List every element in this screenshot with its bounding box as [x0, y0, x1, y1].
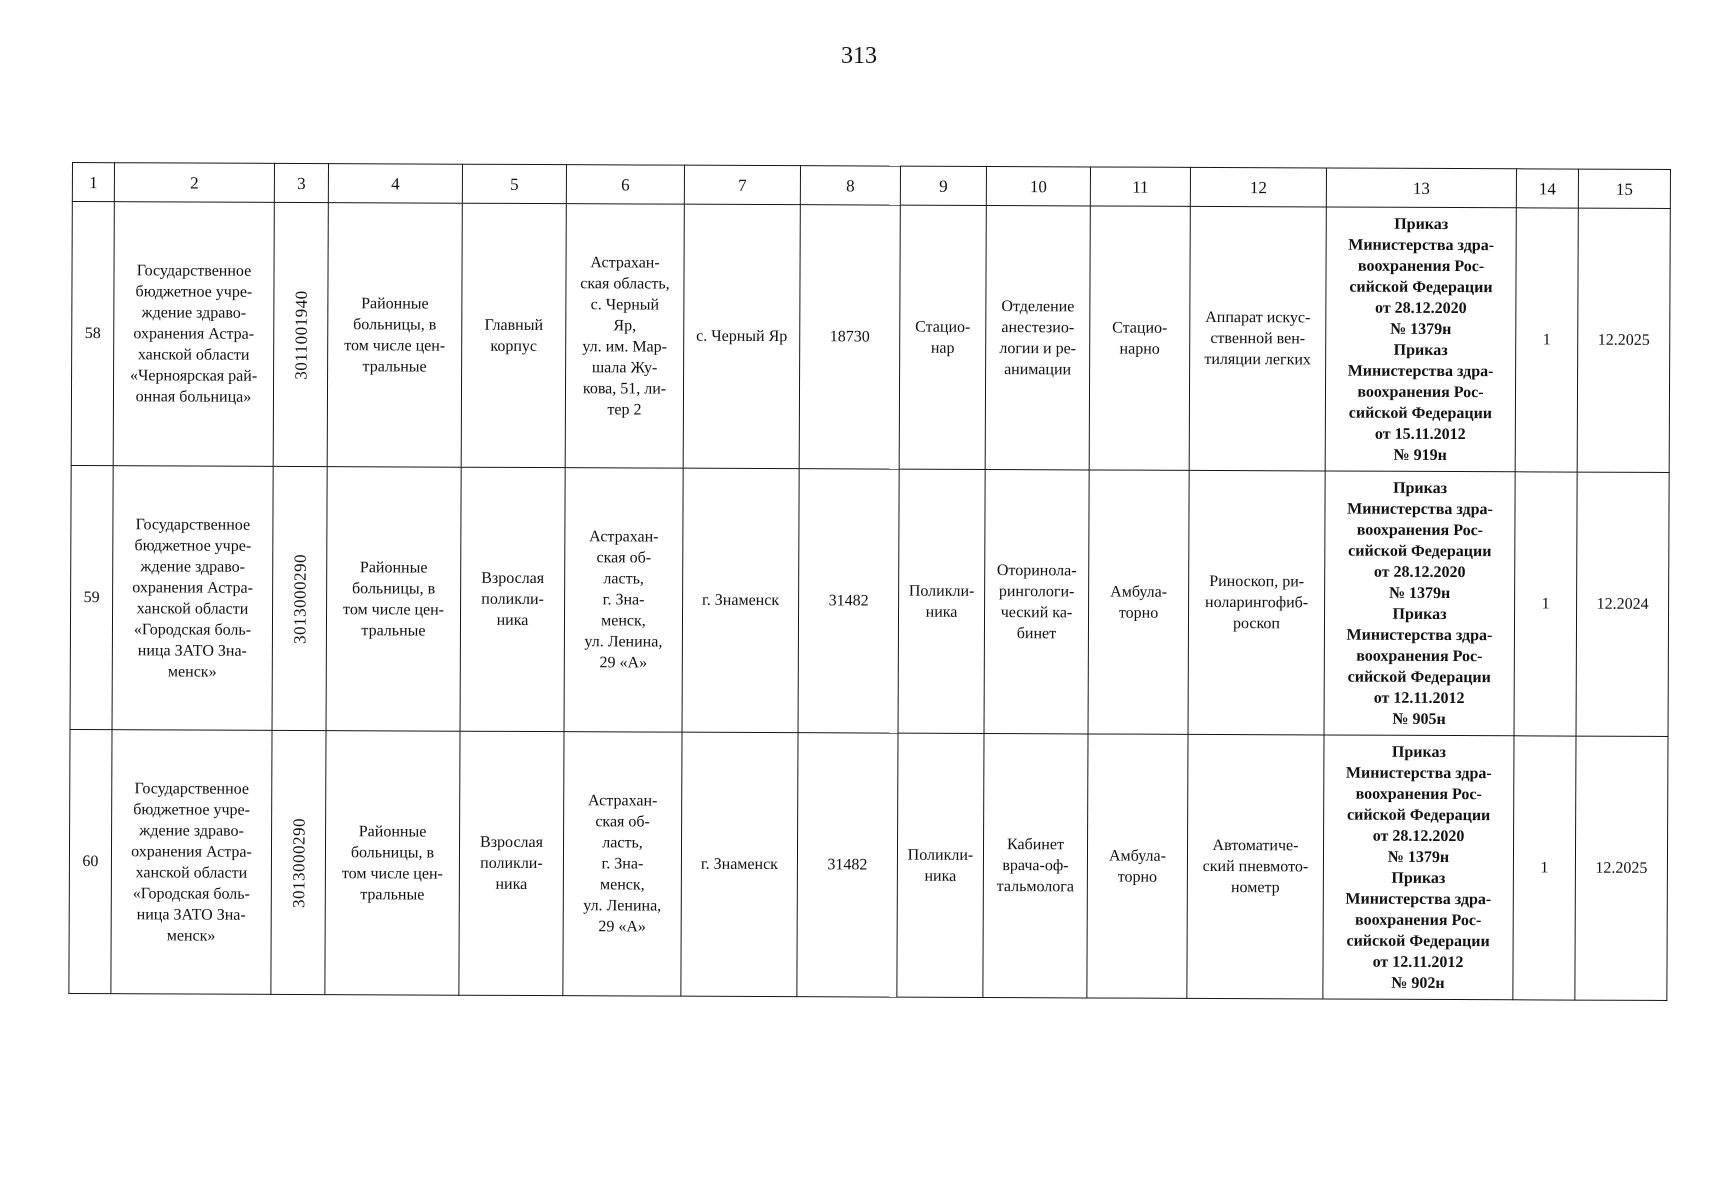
date-cell: 12.2025 [1577, 208, 1670, 472]
department-cell: Кабинет врача-оф- тальмолога [983, 733, 1088, 997]
quantity-cell: 1 [1513, 736, 1576, 1000]
address-cell: Астрахан- ская область, с. Черный Яр, ул. им. Мар- шала Жу- кова, 51, ли- тер 2 [565, 204, 684, 469]
inn-cell [272, 466, 327, 730]
quantity-cell: 1 [1514, 472, 1577, 736]
locality-cell: г. Знаменск [681, 732, 798, 997]
institution-type-cell: Районные больницы, в том числе цен- тральные [325, 731, 460, 996]
date-cell: 12.2024 [1576, 472, 1669, 736]
building-cell: Взрослая поликли- ника [459, 731, 564, 995]
column-header-11: 11 [1090, 167, 1190, 206]
column-header-7: 7 [684, 165, 800, 205]
column-header-5: 5 [462, 164, 566, 203]
column-header-12: 12 [1190, 167, 1326, 207]
institution-type-cell: Районные больницы, в том числе цен- тральные [327, 203, 462, 468]
column-header-2: 2 [114, 163, 274, 203]
organization-cell: Государственное бюджетное учре- ждение здраво- охранения Астра- ханской области «Городская боль- ница ЗАТО Зна- менск» [112, 466, 273, 731]
locality-cell: с. Черный Яр [683, 204, 800, 469]
code-cell: 31482 [798, 469, 899, 733]
unit-cell: Поликли- ника [897, 733, 984, 997]
organization-cell: Государственное бюджетное учре- ждение здраво- охранения Астра- ханской области «Черноярская рай- онная больница» [113, 202, 274, 467]
inn-cell [271, 730, 326, 994]
table-row [69, 729, 1668, 1000]
row-number-cell: 60 [69, 729, 112, 993]
department-cell: Оторинола- рингологи- ческий ка- бинет [984, 469, 1089, 733]
inn-value: 3011001940 [291, 289, 311, 380]
inn-cell [273, 202, 328, 466]
orders-cell: Приказ Министерства здра- воохранения Рос- сийской Федерации от 28.12.2020 № 1379н Приказ Министерства здра- воохранения Рос- сийской Федерации от 12.11.2012 № 905н [1324, 471, 1515, 736]
row-number-cell: 58 [71, 202, 114, 466]
column-header-9: 9 [900, 166, 986, 205]
unit-cell: Поликли- ника [898, 469, 985, 733]
orders-cell: Приказ Министерства здра- воохранения Рос- сийской Федерации от 28.12.2020 № 1379н Приказ Министерства здра- воохранения Рос- сийской Федерации от 12.11.2012 № 902н [1323, 735, 1514, 1000]
inn-rotated-wrap [274, 737, 322, 987]
inn-value: 3013000290 [289, 553, 310, 644]
column-header-8: 8 [800, 166, 900, 205]
table-row [71, 202, 1670, 473]
building-cell: Главный корпус [461, 203, 566, 467]
column-header-4: 4 [328, 164, 462, 204]
row-number-cell: 59 [70, 465, 113, 729]
column-header-1: 1 [72, 163, 114, 202]
date-cell: 12.2025 [1575, 736, 1668, 1000]
equipment-cell: Аппарат искус- ственной вен- тиляции легких [1189, 206, 1326, 471]
care-form-cell: Стацио- нарно [1089, 206, 1190, 470]
register-sheet [68, 162, 1670, 1001]
column-header-15: 15 [1578, 169, 1670, 208]
page-number: 313 [841, 43, 877, 69]
address-cell: Астрахан- ская об- ласть, г. Зна- менск, ул. Ленина, 29 «А» [563, 732, 682, 997]
quantity-cell: 1 [1515, 208, 1578, 472]
department-cell: Отделение анестезио- логии и ре- анимации [985, 205, 1090, 469]
column-header-3: 3 [274, 163, 328, 202]
column-header-13: 13 [1326, 168, 1516, 208]
equipment-register-table [68, 162, 1671, 1001]
column-header-6: 6 [566, 165, 684, 205]
equipment-cell: Риноскоп, ри- ноларингофиб- роскоп [1188, 470, 1325, 735]
code-cell: 31482 [797, 733, 898, 997]
care-form-cell: Амбула- торно [1088, 470, 1189, 734]
inn-rotated-wrap [276, 473, 324, 723]
care-form-cell: Амбула- торно [1087, 734, 1188, 998]
locality-cell: г. Знаменск [682, 468, 799, 733]
address-cell: Астрахан- ская об- ласть, г. Зна- менск, ул. Ленина, 29 «А» [564, 468, 683, 733]
organization-cell: Государственное бюджетное учре- ждение здраво- охранения Астра- ханской области «Городская боль- ница ЗАТО Зна- менск» [111, 730, 272, 995]
code-cell: 18730 [799, 205, 900, 469]
equipment-cell: Автоматиче- ский пневмото- нометр [1187, 734, 1324, 999]
column-header-14: 14 [1516, 169, 1578, 208]
unit-cell: Стацио- нар [899, 205, 986, 469]
orders-cell: Приказ Министерства здра- воохранения Рос- сийской Федерации от 28.12.2020 № 1379н Приказ Министерства здра- воохранения Рос- сийской Федерации от 15.11.2012 № 919н [1325, 207, 1516, 472]
inn-value: 3013000290 [288, 817, 309, 908]
column-header-10: 10 [986, 166, 1090, 205]
building-cell: Взрослая поликли- ника [460, 467, 565, 731]
inn-rotated-wrap [277, 209, 325, 459]
institution-type-cell: Районные больницы, в том числе цен- тральные [326, 467, 461, 732]
table-row [70, 465, 1669, 736]
table-body [69, 202, 1670, 1001]
